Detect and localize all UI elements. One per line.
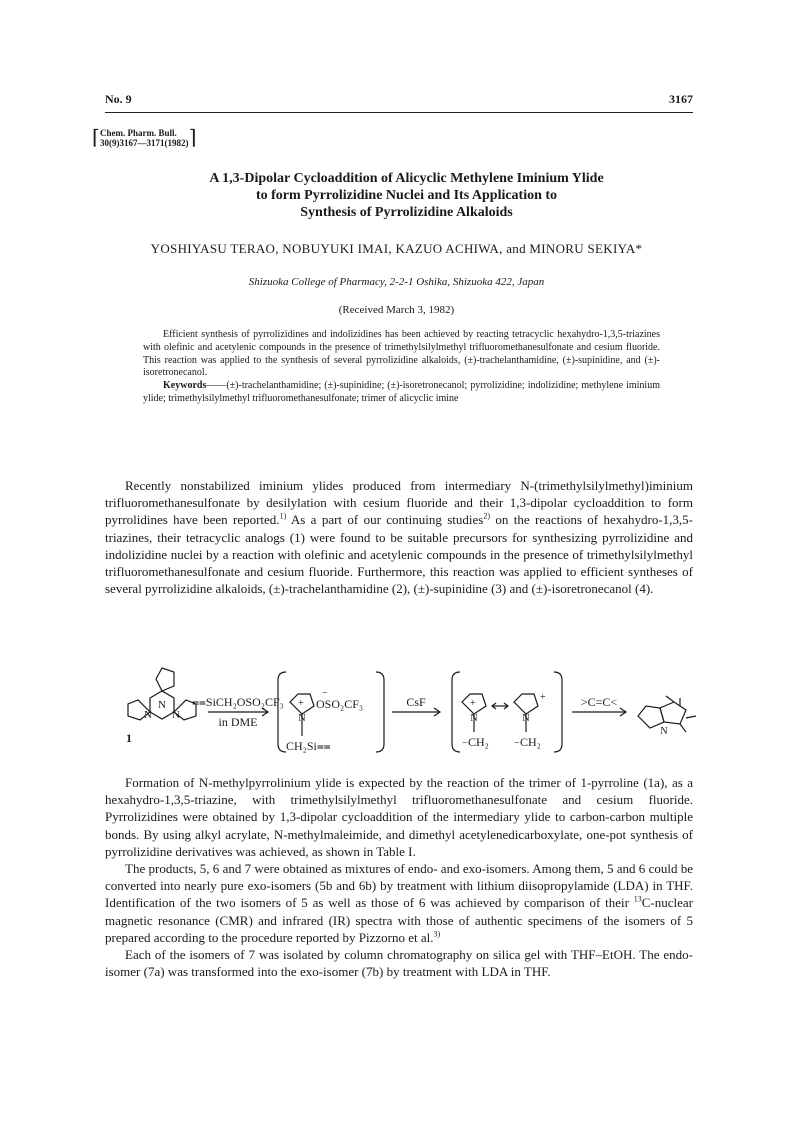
ylide-ring-b [514,694,538,714]
minus-charge: − [322,688,328,699]
left-bracket [278,672,286,752]
abstract [143,329,660,406]
left-bracket: ⌈ [92,127,100,149]
abstract-text: Efficient synthesis of pyrrolizidines and indolizidines has been achieved by reacting tetracyclic hexahydro-1,3,5-triazines with olefinic and acetylenic compounds in the presence of trimethylsilylmethyl trifluoromethanesulfonate and cesium fluoride. This reaction was applied to the synthesis of several pyrrolizidine alkaloids, (±)-trachelanthamidine, (±)-supinidine, and (±)-isoretronecanol. [143,329,660,379]
n-atom-label: N [158,699,166,711]
page-number: 3167 [669,92,693,106]
n-atom-label: N [470,713,478,724]
text-run: on the reactions of hexahydro-1,3,5-triazines, their tetracyclic analogs (1) were found to be suitable precursors for synthesizing pyrrolizidine and indolizidine nuclei by a reaction with olefinic and acetylenic compounds in the presence of trimethylsilylmethyl trifluoromethanesulfonate and cesium fluoride. Furthermore, this reaction was applied to efficient syntheses of several pyrrolizidine alkaloids, (±)-trachelanthamidine (2), (±)-supinidine (3) and (±)-isoretronecanol (4). [105,512,693,597]
paragraph [105,860,693,946]
title-line: to form Pyrrolizidine Nuclei and Its Application to [255,188,558,203]
right-bracket: ⌉ [188,127,197,149]
isotope-superscript: 13 [633,895,642,905]
text-run: Recently nonstabilized iminium ylides produced from intermediary N-(trimethylsilylmethyl)iminium trifluoromethanesulfonate by desilylation with cesium fluoride and their 1,3-dipolar cycloaddition to form pyrrolidines have been reported. [105,478,693,528]
issue-number: No. 9 [105,92,132,106]
minus-charge: − [462,738,468,749]
running-head [105,92,693,110]
paragraph: Formation of N-methylpyrrolinium ylide is expected by the reaction of the trimer of 1-pyrroline (1a), as a hexahydro-1,3,5-triazine, with trimethylsilylmethyl trifluoromethanesulfonate and cesium fluoride. Pyrrolizidines were obtained by 1,3-dipolar cycloaddition of the intermediary ylide to carbon-carbon multiple bonds. By using alkyl acrylate, N-methylmaleimide, and dimethyl acetylenedicarboxylate, one-pot synthesis of pyrrolizidine derivatives was achieved, as shown in Table I. [105,775,693,859]
article-title [140,170,673,221]
minus-charge: − [514,738,520,749]
keywords-text: ——(±)-trachelanthamidine; (±)-supinidine; (±)-isoretronecanol; pyrrolizidine; indolizidine; methylene iminium ylide; trimethylsilylmethyl trifluoromethanesulfonate; trimer of alicyclic imine [143,380,660,404]
paragraph: Each of the isomers of 7 was isolated by column chromatography on silica gel with THF–EtOH. The endo-isomer (7a) was transformed into the exo-isomer (7b) by treatment with LDA in THF. [105,947,693,980]
methylene-label: CH₂ [468,735,489,749]
journal-name: Chem. Pharm. Bull. [100,128,177,138]
reference-marker: 1) [279,512,287,522]
text-run: C-nuclear magnetic resonance (CMR) and infrared (IR) spectra with those of authentic specimens of the isomers of 5 prepared according to the procedure reported by Pizzorno et al. [105,895,693,945]
received-date: (Received March 3, 1982) [338,304,455,316]
triazine-structure [128,668,196,720]
right-bracket [376,672,384,752]
title-line: A 1,3-Dipolar Cycloaddition of Alicyclic Methylene Iminium Ylide [209,171,604,186]
plus-charge: + [298,698,304,709]
results-section [105,774,693,980]
title-line: Synthesis of Pyrrolizidine Alkaloids [300,205,513,220]
silylmethyl-group: CH₂Si⩵ [286,739,331,753]
dipolarophile: >C=C< [580,695,618,709]
paragraph [105,477,693,597]
reference-marker: 2) [483,512,491,522]
reference-marker: 3) [433,929,441,939]
journal-reference: 30(9)3167—3171(1982) [100,138,189,148]
header-rule [105,112,693,113]
plus-charge: + [540,692,546,703]
reagent-top: ⩵SiCH₂OSO₂CF₃ [192,695,284,709]
keywords [143,380,660,406]
author-list: YOSHIYASU TERAO, NOBUYUKI IMAI, KAZUO ACHIWA, and MINORU SEKIYA* [150,241,643,256]
n-atom-label: N [522,713,530,724]
n-atom-label: N [144,709,152,721]
triflate-anion: OSO₂CF₃ [316,697,364,711]
reaction-scheme [110,660,710,770]
journal-citation [92,127,197,149]
intro-section [105,477,693,597]
left-bracket [452,672,460,752]
affiliation: Shizuoka College of Pharmacy, 2-2-1 Oshika, Shizuoka 422, Japan [248,276,545,288]
right-bracket [554,672,562,752]
text-run: As a part of our continuing studies [286,512,484,528]
compound-number: 1 [126,731,132,745]
keywords-label: Keywords [163,380,207,392]
n-atom-label: N [298,713,306,724]
n-atom-label: N [172,709,180,721]
methylene-label: CH₂ [520,735,541,749]
n-atom-label: N [660,726,668,737]
text-run: The products, 5, 6 and 7 were obtained as mixtures of endo- and exo-isomers. Among them, 5 and 6 could be converted into nearly pure exo-isomers (5b and 6b) by treatment with lithium diisopropylamide (LDA) in THF. Identification of the two isomers of 5 as well as those of 6 was achieved by comparison of their [105,861,693,911]
plus-charge: + [470,698,476,709]
reagent-solvent: in DME [218,715,258,729]
reagent-csf: CsF [406,695,426,709]
